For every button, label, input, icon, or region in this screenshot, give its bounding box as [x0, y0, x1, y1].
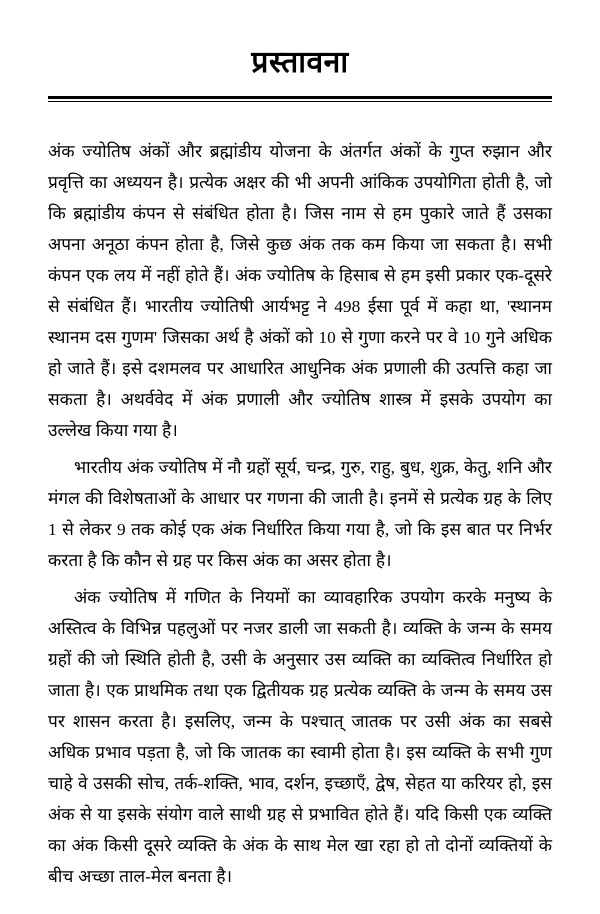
body-text [48, 136, 552, 892]
title-divider [48, 96, 552, 102]
title-block [48, 0, 552, 82]
divider-rule-thin [48, 101, 552, 102]
page-title: प्रस्तावना [251, 46, 349, 79]
divider-rule-thick [48, 96, 552, 99]
paragraph-1: अंक ज्योतिष अंकों और ब्रह्मांडीय योजना के अंतर्गत अंकों के गुप्त रुझान और प्रवृत्ति का अध्ययन है। प्रत्येक अक्षर की भी अपनी आंकिक उपयोगिता होती है, जो कि ब्रह्मांडीय कंपन से संबंधित होता है। जिस नाम से हम पुकारे जाते हैं उसका अपना अनूठा कंपन होता है, जिसे कुछ अंक तक कम किया जा सकता है। सभी कंपन एक लय में नहीं होते हैं। अंक ज्योतिष के हिसाब से हम इसी प्रकार एक-दूसरे से संबंधित हैं। भारतीय ज्योतिषी आर्यभट्ट ने 498 ईसा पूर्व में कहा था, 'स्थानम स्थानम दस गुणम' जिसका अर्थ है अंकों को 10 से गुणा करने पर वे 10 गुने अधिक हो जाते हैं। इसे दशमलव पर आधारित आधुनिक अंक प्रणाली की उत्पत्ति कहा जा सकता है। अथर्ववेद में अंक प्रणाली और ज्योतिष शास्त्र में इसके उपयोग का उल्लेख किया गया है। [48, 141, 552, 440]
paragraph-3: अंक ज्योतिष में गणित के नियमों का व्यावहारिक उपयोग करके मनुष्य के अस्तित्व के विभिन्न पहलुओं पर नजर डाली जा सकती है। व्यक्ति के जन्म के समय ग्रहों की जो स्थिति होती है, उसी के अनुसार उस व्यक्ति का व्यक्तित्व निर्धारित हो जाता है। एक प्राथमिक तथा एक द्वितीयक ग्रह प्रत्येक व्यक्ति के जन्म के समय उस पर शासन करता है। इसलिए, जन्म के पश्चात् जातक पर उसी अंक का सबसे अधिक प्रभाव पड़ता है, जो कि जातक का स्वामी होता है। इस व्यक्ति के सभी गुण चाहे वे उसकी सोच, तर्क-शक्ति, भाव, दर्शन, इच्छाएँ, द्वेष, सेहत या करियर हो, इस अंक से या इसके संयोग वाले साथी ग्रह से प्रभावित होते हैं। यदि किसी एक व्यक्ति का अंक किसी दूसरे व्यक्ति के अंक के साथ मेल खा रहा हो तो दोनों व्यक्तियों के बीच अच्छा ताल-मेल बनता है। [48, 587, 552, 886]
paragraph-2: भारतीय अंक ज्योतिष में नौ ग्रहों सूर्य, चन्द्र, गुरु, राहु, बुध, शुक्र, केतु, शनि और मंगल की विशेषताओं के आधार पर गणना की जाती है। इनमें से प्रत्येक ग्रह के लिए 1 से लेकर 9 तक कोई एक अंक निर्धारित किया गया है, जो कि इस बात पर निर्भर करता है कि कौन से ग्रह पर किस अंक का असर होता है। [48, 457, 552, 570]
